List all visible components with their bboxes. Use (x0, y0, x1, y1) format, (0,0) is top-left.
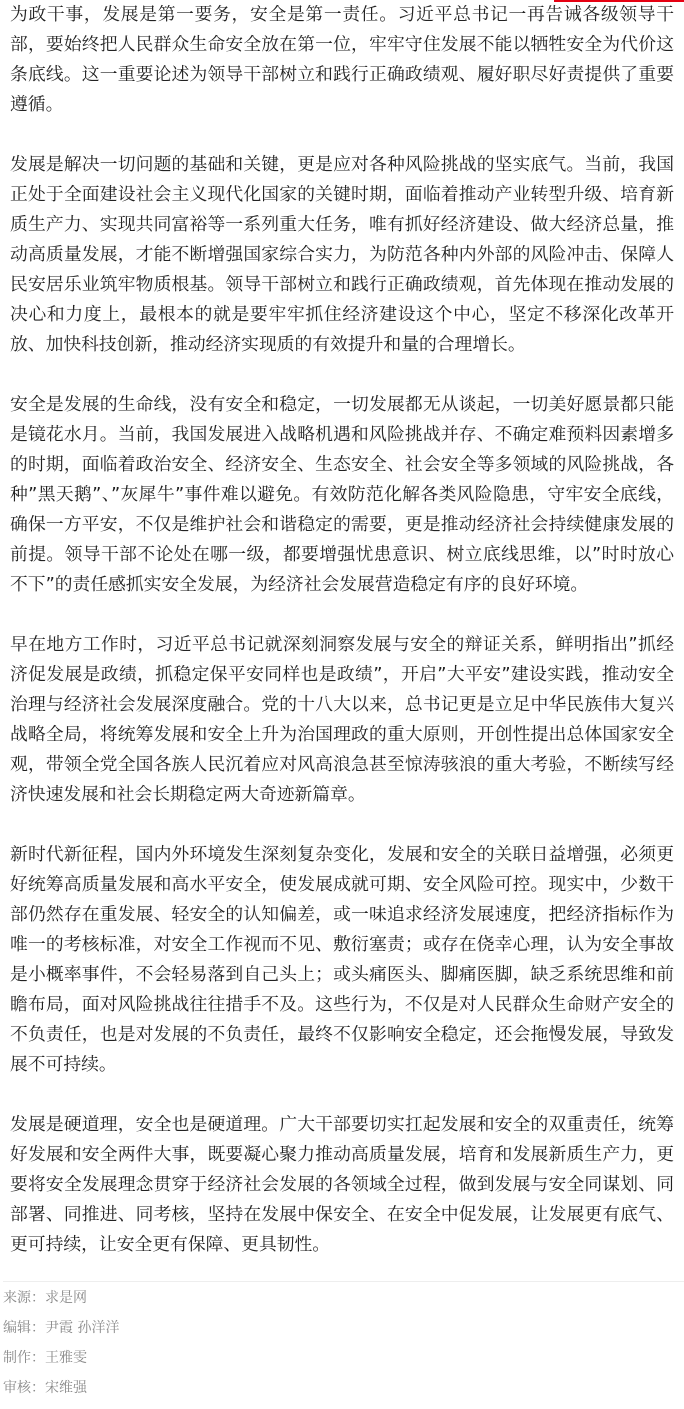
article-paragraph: 为政干事，发展是第一要务，安全是第一责任。习近平总书记一再告诫各级领导干部，要始终把人民群众生命安全放在第一位，牢牢守住发展不能以牺牲安全为代价这条底线。这一重要论述为领导干部树立和践行正确政绩观、履好职尽好责提供了重要遵循。 (10, 4, 674, 115)
credit-source: 来源：求是网 (3, 1290, 87, 1306)
article-credits (3, 1283, 603, 1403)
article-paragraph: 早在地方工作时，习近平总书记就深刻洞察发展与安全的辩证关系，鲜明指出”抓经济促发展是政绩，抓稳定保平安同样也是政绩”，开启”大平安”建设实践，推动安全治理与经济社会发展深度融合。党的十八大以来，总书记更是立足中华民族伟大复兴战略全局，将统筹发展和安全上升为治国理政的重大原则，开创性提出总体国家安全观，带领全党全国各族人民沉着应对风高浪急甚至惊涛骇浪的重大考验，不断续写经济快速发展和社会长期稳定两大奇迹新篇章。 (10, 634, 674, 805)
article-paragraph: 发展是硬道理，安全也是硬道理。广大干部要切实扛起发展和安全的双重责任，统筹好发展和安全两件大事，既要凝心聚力推动高质量发展，培育和发展新质生产力，更要将安全发展理念贯穿于经济社会发展的各领域全过程，做到发展与安全同谋划、同部署、同推进、同考核，坚持在发展中保安全、在安全中促发展，让发展更有底气、更可持续，让安全更有保障、更具韧性。 (10, 1114, 674, 1255)
article-body (10, 0, 674, 1290)
credit-reviewer: 审核：宋维强 (3, 1380, 87, 1396)
article-paragraph: 安全是发展的生命线，没有安全和稳定，一切发展都无从谈起，一切美好愿景都只能是镜花水月。当前，我国发展进入战略机遇和风险挑战并存、不确定难预料因素增多的时期，面临着政治安全、经济安全、生态安全、社会安全等多领域的风险挑战，各种”黑天鹅”、”灰犀牛”事件难以避免。有效防范化解各类风险隐患，守牢安全底线，确保一方平安，不仅是维护社会和谐稳定的需要，更是推动经济社会持续健康发展的前提。领导干部不论处在哪一级，都要增强忧患意识、树立底线思维，以”时时放心不下”的责任感抓实安全发展，为经济社会发展营造稳定有序的良好环境。 (10, 394, 674, 595)
credit-producer: 制作：王雅雯 (3, 1350, 87, 1366)
credit-editors: 编辑：尹霞 孙洋洋 (3, 1320, 120, 1336)
footer-divider (3, 1281, 684, 1282)
article-paragraph: 新时代新征程，国内外环境发生深刻复杂变化，发展和安全的关联日益增强，必须更好统筹高质量发展和高水平安全，使发展成就可期、安全风险可控。现实中，少数干部仍然存在重发展、轻安全的认知偏差，或一味追求经济发展速度，把经济指标作为唯一的考核标准，对安全工作视而不见、敷衍塞责；或存在侥幸心理，认为安全事故是小概率事件，不会轻易落到自己头上；或头痛医头、脚痛医脚，缺乏系统思维和前瞻布局，面对风险挑战往往措手不及。这些行为，不仅是对人民群众生命财产安全的不负责任，也是对发展的不负责任，最终不仅影响安全稳定，还会拖慢发展，导致发展不可持续。 (10, 844, 674, 1075)
article-paragraph: 发展是解决一切问题的基础和关键，更是应对各种风险挑战的坚实底气。当前，我国正处于全面建设社会主义现代化国家的关键时期，面临着推动产业转型升级、培育新质生产力、实现共同富裕等一系列重大任务，唯有抓好经济建设、做大经济总量，推动高质量发展，才能不断增强国家综合实力，为防范各种内外部的风险冲击、保障人民安居乐业筑牢物质根基。领导干部树立和践行正确政绩观，首先体现在推动发展的决心和力度上，最根本的就是要牢牢抓住经济建设这个中心，坚定不移深化改革开放、加快科技创新，推动经济实现质的有效提升和量的合理增长。 (10, 154, 674, 355)
